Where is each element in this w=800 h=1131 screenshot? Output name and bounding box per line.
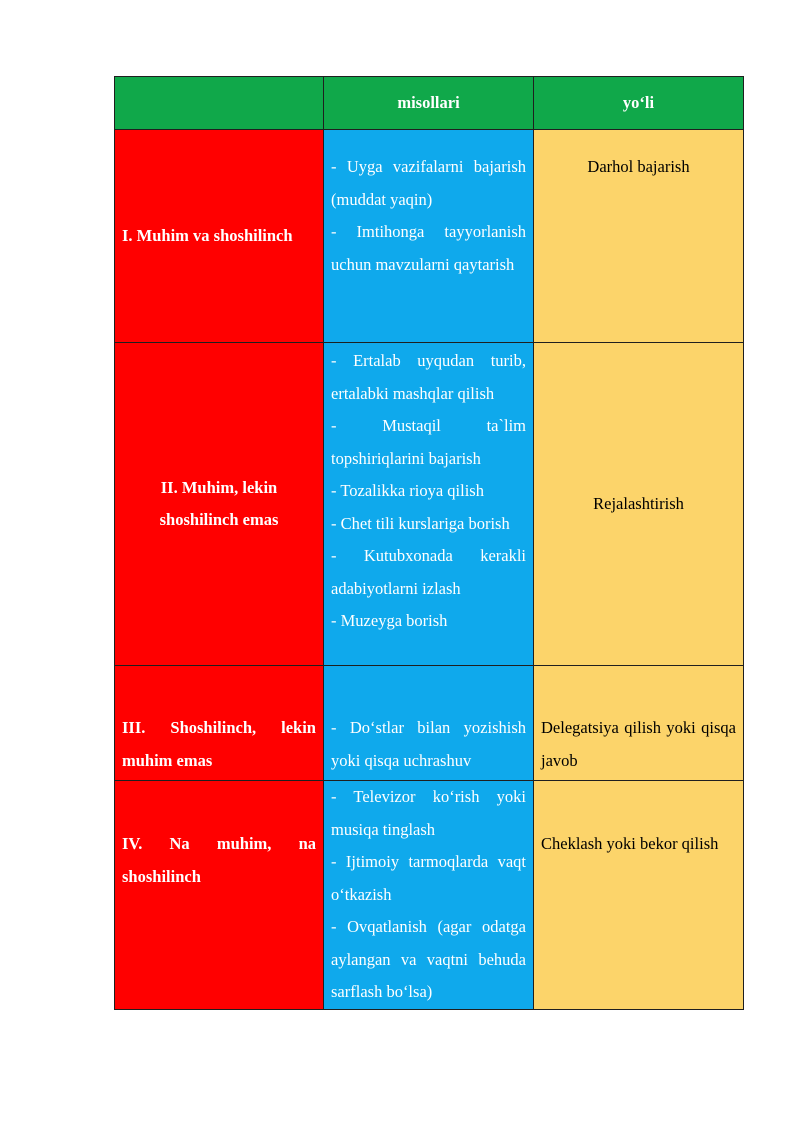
example-item: - Muzeyga borish — [331, 611, 448, 630]
table-row — [115, 343, 744, 666]
example-item: - Chet tili kurslariga borish — [331, 513, 510, 533]
example-item: - Ertalab uyqudan turib, ertalabki mashqlar qilish — [331, 351, 526, 403]
category-cell: II. Muhim, lekin shoshilinch emas — [115, 343, 324, 666]
example-item: - Tozalikka rioya qilish — [331, 481, 484, 500]
example-item: - Ovqatlanish (agar odatga aylangan va vaqtni behuda sarflash bo‘lsa) — [331, 917, 526, 1001]
table-row — [115, 666, 744, 781]
example-item: - Do‘stlar bilan yozishish yoki qisqa uchrashuv — [331, 718, 526, 770]
action-cell: Darhol bajarish — [534, 130, 744, 343]
priority-matrix-table — [114, 76, 744, 1010]
example-item: - Imtihonga tayyorlanish uchun mavzularni qaytarish — [331, 222, 526, 274]
examples-cell — [324, 343, 534, 666]
header-row — [115, 77, 744, 130]
example-item: - Mustaqil ta`lim topshiriqlarini bajarish — [331, 416, 526, 468]
category-cell: I. Muhim va shoshilinch — [115, 130, 324, 343]
examples-cell — [324, 781, 534, 1010]
action-cell: Cheklash yoki bekor qilish — [534, 781, 744, 1010]
examples-cell — [324, 666, 534, 781]
category-cell: III. Shoshilinch, lekin muhim emas — [115, 666, 324, 781]
example-item: - Ijtimoiy tarmoqlarda vaqt o‘tkazish — [331, 852, 526, 904]
example-item: - Uyga vazifalarni bajarish (muddat yaqin) — [331, 157, 526, 209]
table-row — [115, 781, 744, 1010]
table-row — [115, 130, 744, 343]
action-cell: Rejalashtirish — [534, 343, 744, 666]
header-category — [115, 77, 324, 130]
examples-cell — [324, 130, 534, 343]
example-item: - Kutubxonada kerakli adabiyotlarni izlash — [331, 546, 526, 598]
action-cell: Delegatsiya qilish yoki qisqa javob — [534, 666, 744, 781]
header-examples: misollari — [324, 77, 534, 130]
header-method: yo‘li — [534, 77, 744, 130]
category-cell: IV. Na muhim, na shoshilinch — [115, 781, 324, 1010]
example-item: - Televizor ko‘rish yoki musiqa tinglash — [331, 787, 526, 839]
